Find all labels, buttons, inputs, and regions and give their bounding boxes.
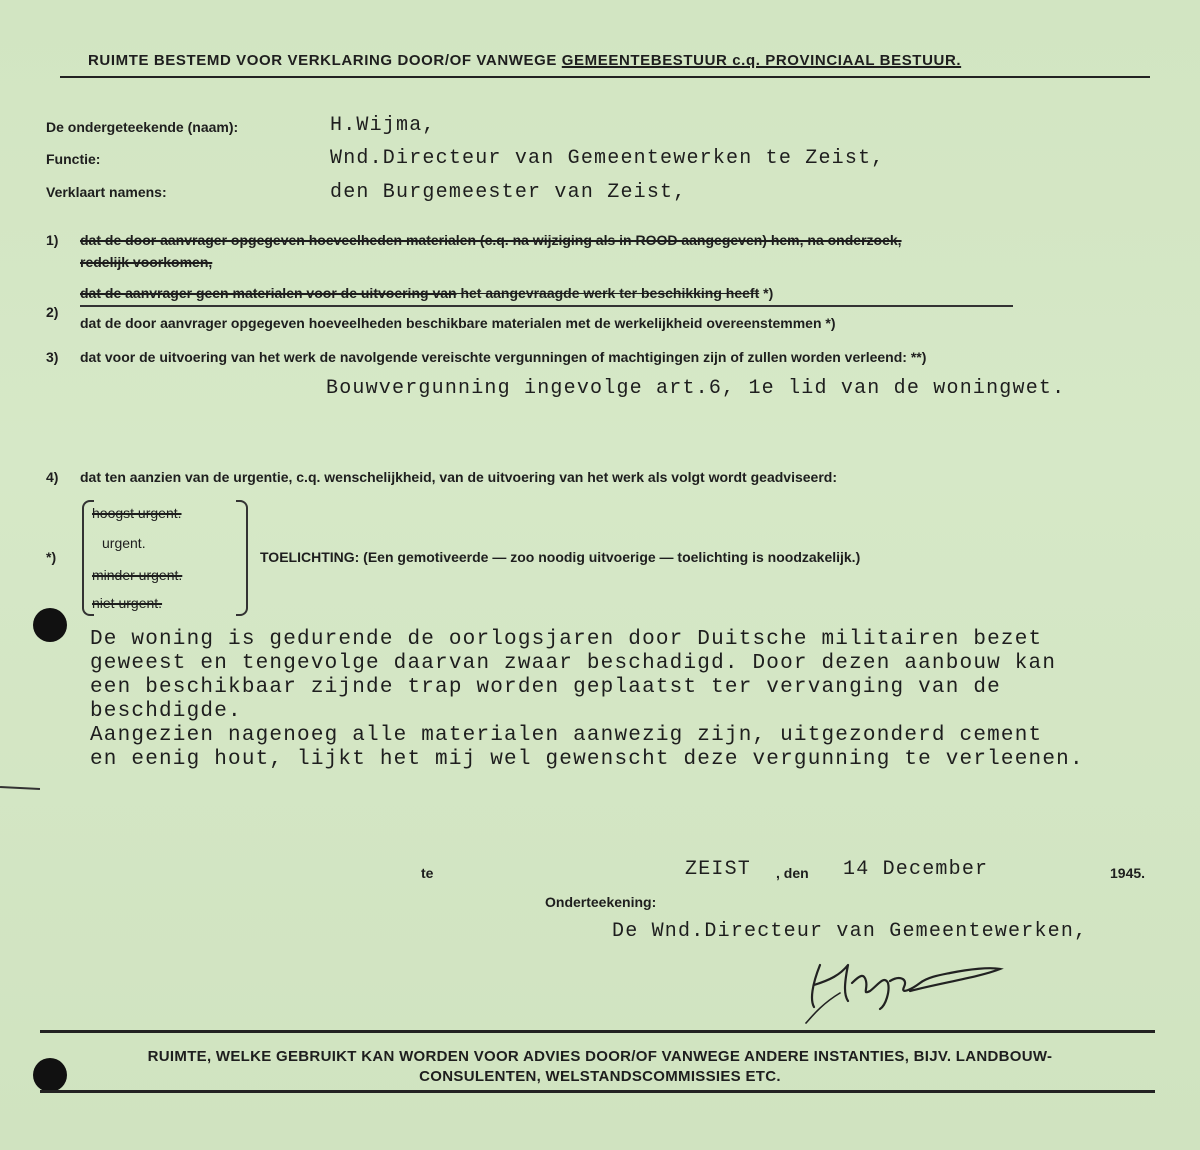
- place-value: ZEIST: [685, 858, 752, 881]
- punch-hole-top: [33, 608, 67, 642]
- footer-top-rule: [40, 1030, 1155, 1033]
- footer-line-1: RUIMTE, WELKE GEBRUIKT KAN WORDEN VOOR ADVIES DOOR/OF VANWEGE ANDERE INSTANTIES, BIJV. LANDBOUW-: [147, 1048, 1053, 1065]
- declares-label: Verklaart namens:: [46, 184, 167, 200]
- explanation-label: TOELICHTING: (Een gemotiveerde — zoo noodig uitvoerige — toelichting is noodzakelijk.): [260, 549, 861, 565]
- header-prefix: RUIMTE BESTEMD VOOR VERKLARING DOOR/OF VANWEGE: [88, 52, 562, 69]
- right-brace: [236, 500, 248, 616]
- item-1-line-3-struck: dat de aanvrager geen materialen voor de uitvoering van: [80, 285, 457, 301]
- name-label: De ondergeteekende (naam):: [46, 119, 239, 135]
- item-separator: [80, 305, 1013, 307]
- te-label: te: [421, 865, 434, 881]
- item-2-text: dat de door aanvrager opgegeven hoeveelheden beschikbare materialen met de werkelijkheid overeenstemmen *): [80, 315, 836, 331]
- item-4-text: dat ten aanzien van de urgentie, c.q. wenschelijkheid, van de uitvoering van het werk als volgt wordt geadviseerd:: [80, 469, 837, 485]
- footer-line-2: CONSULENTEN, WELSTANDSCOMMISSIES ETC.: [419, 1068, 781, 1085]
- item-2-number: 2): [46, 304, 59, 320]
- item-3-typed: Bouwvergunning ingevolge art.6, 1e lid van de woningwet.: [326, 377, 1066, 400]
- header-underlined: GEMEENTEBESTUUR c.q. PROVINCIAAL BESTUUR.: [561, 52, 962, 69]
- item-1-line-3-tail: *): [759, 285, 774, 301]
- typed-line-4: beschdigde.: [90, 700, 242, 723]
- item-1-number: 1): [46, 232, 59, 248]
- declares-value: den Burgemeester van Zeist,: [330, 181, 687, 204]
- footer-text: [40, 1047, 1160, 1087]
- item-1-line-3: [80, 285, 773, 301]
- item-3-text: dat voor de uitvoering van het werk de navolgende vereischte vergunningen of machtigingen zijn of zullen worden verleend: **): [80, 349, 927, 365]
- handwritten-signature: [800, 935, 1020, 1025]
- typed-line-5: Aangezien nagenoeg alle materialen aanwezig zijn, uitgezonderd cement: [90, 724, 1043, 747]
- signer-title: De Wnd.Directeur van Gemeentewerken,: [612, 920, 1088, 943]
- signature-label: Onderteekening:: [545, 894, 657, 910]
- name-value: H.Wijma,: [330, 114, 436, 137]
- section-header: [88, 52, 961, 69]
- date-value: 14 December: [843, 858, 989, 881]
- urgency-marker: *): [46, 549, 57, 565]
- header-divider: [60, 76, 1150, 78]
- signature-name: [600, 958, 601, 959]
- item-4-number: 4): [46, 469, 59, 485]
- urgency-option-not: niet urgent.: [92, 595, 163, 611]
- paper-fold-mark: [0, 786, 40, 790]
- den-label: , den: [776, 865, 809, 881]
- year-value: 1945.: [1110, 865, 1146, 881]
- typed-line-6: en eenig hout, lijkt het mij wel gewenscht deze vergunning te verleenen.: [90, 748, 1084, 771]
- urgency-option-highest: hoogst urgent.: [92, 505, 182, 521]
- urgency-option-urgent: urgent.: [102, 535, 146, 551]
- typed-line-2: geweest en tengevolge daarvan zwaar beschadigd. Door dezen aanbouw kan: [90, 652, 1057, 675]
- function-label: Functie:: [46, 151, 101, 167]
- item-3-number: 3): [46, 349, 59, 365]
- function-value: Wnd.Directeur van Gemeentewerken te Zeist,: [330, 147, 885, 170]
- item-1-line-1: dat de door aanvrager opgegeven hoeveelheden materialen (c.q. na wijziging als in ROOD aangegeven) hem, na onderzoek,: [80, 232, 902, 248]
- urgency-option-less: minder urgent.: [92, 567, 183, 583]
- item-1-line-3-rest: het aangevraagde werk ter beschikking heeft: [456, 285, 760, 301]
- typed-line-1: De woning is gedurende de oorlogsjaren door Duitsche militairen bezet: [90, 628, 1043, 651]
- item-1-line-2: redelijk voorkomen,: [80, 254, 213, 270]
- typed-line-3: een beschikbaar zijnde trap worden geplaatst ter vervanging van de: [90, 676, 1001, 699]
- footer-bottom-rule: [40, 1090, 1155, 1093]
